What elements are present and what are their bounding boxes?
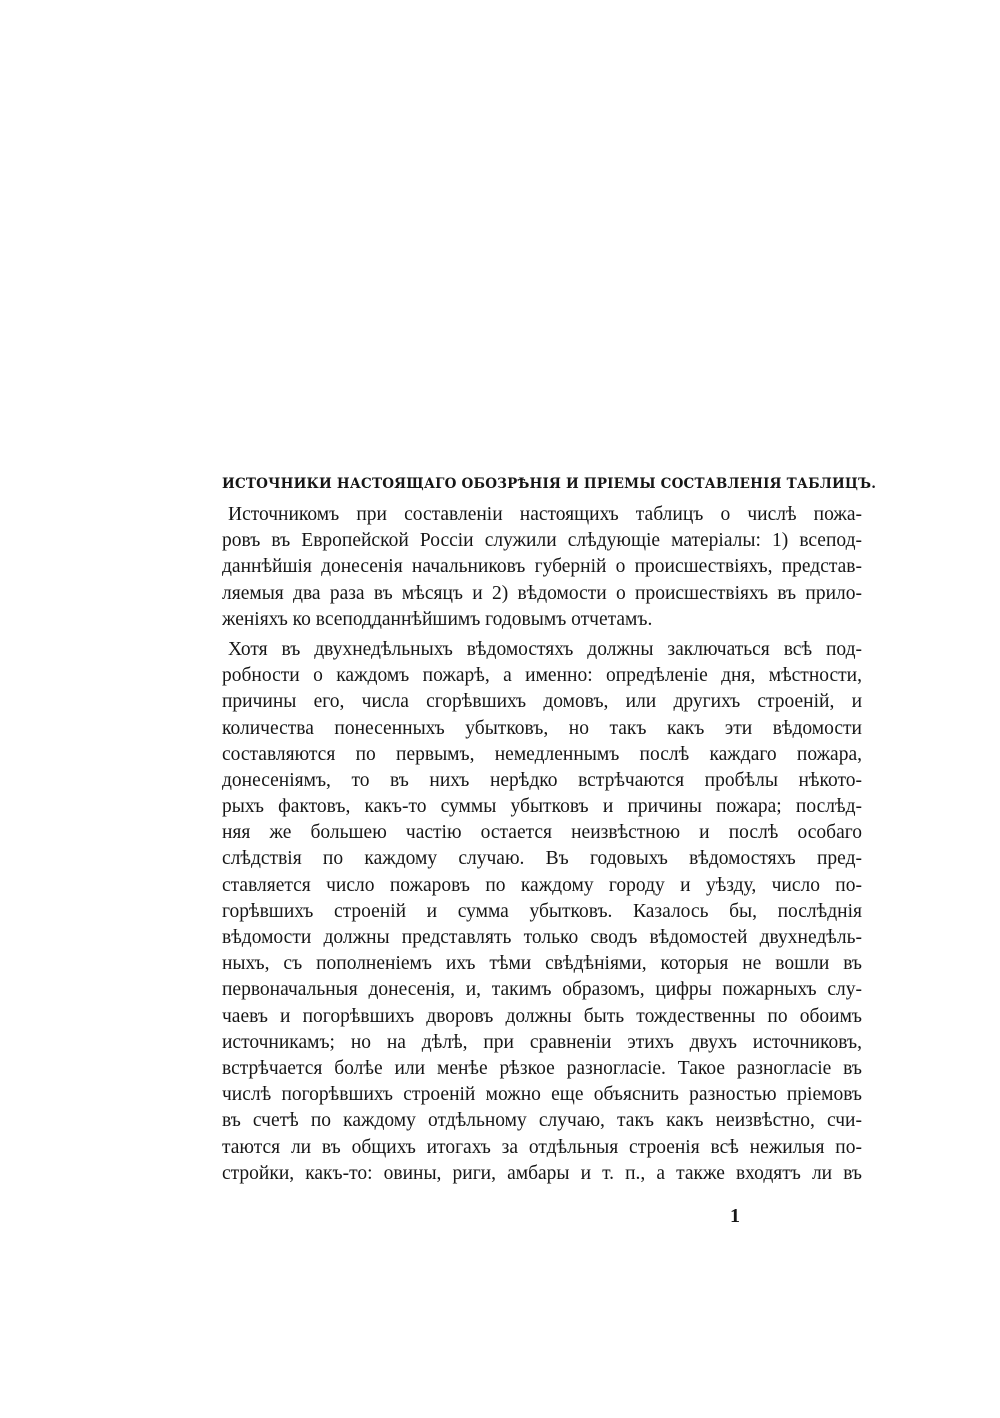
paragraph-1 xyxy=(222,502,862,633)
paragraph-2 xyxy=(222,637,862,1187)
text-line: встрѣчается болѣе или менѣе рѣзкое разногласіе. Такое разногласіе въ xyxy=(222,1057,862,1079)
text-line: Хотя въ двухнедѣльныхъ вѣдомостяхъ должны заключаться всѣ под- xyxy=(228,638,862,660)
text-line: составляются по первымъ, немедленнымъ послѣ каждаго пожара, xyxy=(222,743,862,765)
page-number: 1 xyxy=(730,1205,740,1227)
text-line: ровъ въ Европейской Россіи служили слѣдующіе матеріалы: 1) всепод- xyxy=(222,530,862,552)
text-line: рыхъ фактовъ, какъ-то суммы убытковъ и причины пожара; послѣд- xyxy=(222,796,862,818)
text-line: няя же большею частію остается неизвѣстною и послѣ особаго xyxy=(222,822,862,844)
text-line: ставляется число пожаровъ по каждому городу и уѣзду, число по- xyxy=(222,874,862,896)
text-line: женіяхъ ко всеподданнѣйшимъ годовымъ отчетамъ. xyxy=(222,608,653,630)
text-column xyxy=(222,466,877,1187)
text-line: стройки, какъ-то: овины, риги, амбары и т. п., а также входятъ ли въ xyxy=(222,1162,862,1184)
text-line: количества понесенныхъ убытковъ, но такъ какъ эти вѣдомости xyxy=(222,717,862,739)
text-line: ляемыя два раза въ мѣсяцъ и 2) вѣдомости о происшествіяхъ въ прило- xyxy=(222,582,862,604)
text-line: горѣвшихъ строеній и сумма убытковъ. Казалось бы, послѣднія xyxy=(222,900,862,922)
text-line: причины его, числа сгорѣвшихъ домовъ, или другихъ строеній, и xyxy=(222,691,862,713)
text-line: робности о каждомъ пожарѣ, а именно: опредѣленіе дня, мѣстности, xyxy=(222,665,862,687)
section-heading: ИСТОЧНИКИ НАСТОЯЩАГО ОБОЗРѢНІЯ И ПРІЕМЫ СОСТАВЛЕНІЯ ТАБЛИЦЪ. xyxy=(222,476,877,492)
text-line: источникамъ; но на дѣлѣ, при сравненіи этихъ двухъ источниковъ, xyxy=(222,1031,862,1053)
text-line: таются ли въ общихъ итогахъ за отдѣльныя строенія всѣ нежилыя по- xyxy=(222,1136,862,1158)
text-line: въ счетѣ по каждому отдѣльному случаю, такъ какъ неизвѣстно, счи- xyxy=(222,1110,862,1132)
text-line: чаевъ и погорѣвшихъ дворовъ должны быть тождественны по обоимъ xyxy=(222,1005,862,1027)
text-line: слѣдствія по каждому случаю. Въ годовыхъ вѣдомостяхъ пред- xyxy=(222,848,862,870)
text-line: вѣдомости должны представлять только сводъ вѣдомостей двухнедѣль- xyxy=(222,927,862,948)
text-line: ныхъ, съ пополненіемъ ихъ тѣми свѣдѣніями, которыя не вошли въ xyxy=(222,953,862,975)
text-line: числѣ погорѣвшихъ строеній можно еще объяснить разностью пріемовъ xyxy=(222,1084,862,1106)
text-line: донесеніямъ, то въ нихъ нерѣдко встрѣчаются пробѣлы нѣкото- xyxy=(222,769,862,791)
text-line: первоначальныя донесенія, и, такимъ образомъ, цифры пожарныхъ слу- xyxy=(222,979,862,1001)
text-line: Источникомъ при составленіи настоящихъ таблицъ о числѣ пожа- xyxy=(228,504,862,525)
text-line: даннѣйшія донесенія начальниковъ губерній о происшествіяхъ, представ- xyxy=(222,556,862,578)
